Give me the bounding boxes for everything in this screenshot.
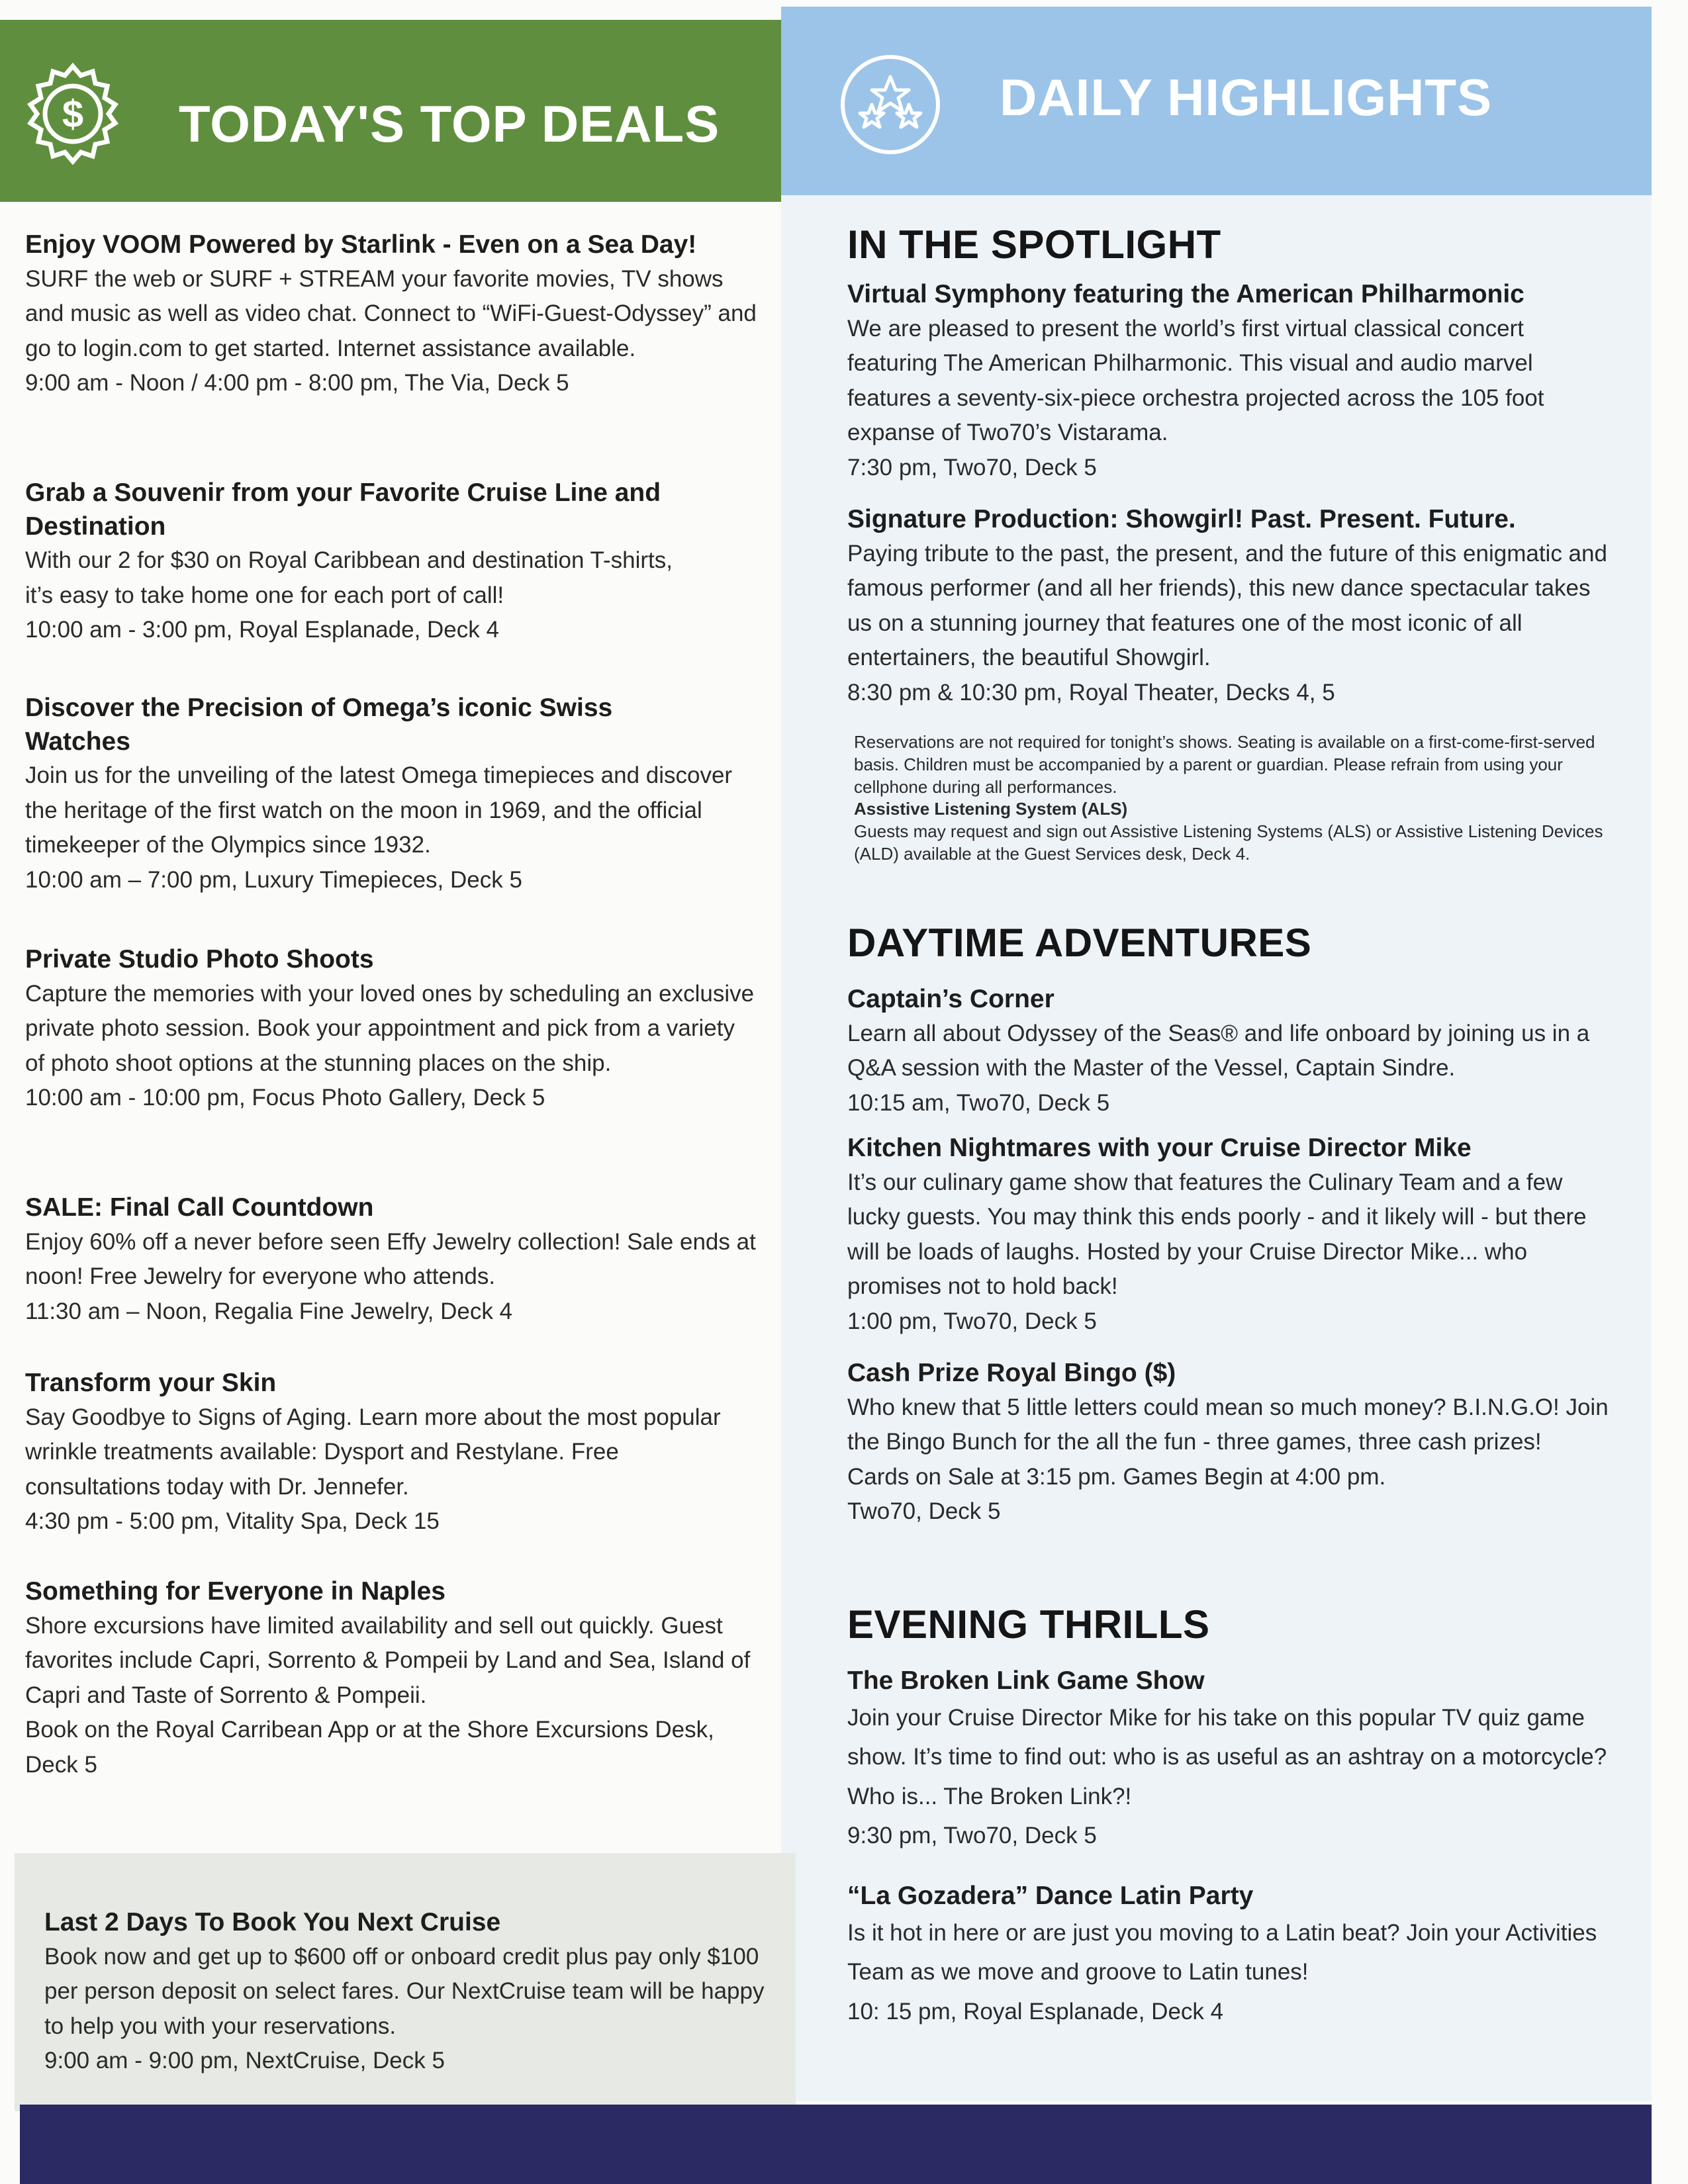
event-time: 8:30 pm & 10:30 pm, Royal Theater, Decks 4, 5 xyxy=(847,679,1335,705)
deal-body: Capture the memories with your loved ones by scheduling an exclusive private photo session. Book your appointment and pick from a variety of photo shoot options at the stunning places on the ship. xyxy=(25,980,755,1076)
deal-title: SALE: Final Call Countdown xyxy=(25,1193,374,1222)
event-body: Learn all about Odyssey of the Seas® and life onboard by joining us in a Q&A session with the Master of the Vessel, Captain Sindre. xyxy=(847,1020,1590,1081)
daytime-heading: DAYTIME ADVENTURES xyxy=(847,921,1312,965)
deal-time: 9:00 am - Noon / 4:00 pm - 8:00 pm, The Via, Deck 5 xyxy=(25,370,569,396)
als-text: Guests may request and sign out Assistive Listening Systems (ALS) or Assistive Listening Devices (ALD) available at the Guest Services desk, Deck 4. xyxy=(854,821,1603,864)
promo-item xyxy=(44,1906,773,2079)
daily-highlights-title: DAILY HIGHLIGHTS xyxy=(1000,68,1493,126)
event-body: Is it hot in here or are just you moving to a Latin beat? Join your Activities Team as we move and groove to Latin tunes! xyxy=(847,1919,1597,1985)
deal-body: Enjoy 60% off a never before seen Effy Jewelry collection! Sale ends at noon! Free Jewelry for everyone who attends. xyxy=(25,1228,756,1290)
deal-item xyxy=(25,692,760,897)
notice-text: Reservations are not required for tonight’s shows. Seating is available on a first-come-first-served basis. Children must be accompanied by a parent or guardian. Please refrain from using your cellphone during all performances. xyxy=(854,732,1595,797)
event-title: Kitchen Nightmares with your Cruise Director Mike xyxy=(847,1134,1472,1162)
evening-heading: EVENING THRILLS xyxy=(847,1602,1210,1647)
deal-body: Join us for the unveiling of the latest Omega timepieces and discover the heritage of the first watch on the moon in 1969, and the official timekeeper of the Olympics since 1932. xyxy=(25,762,733,858)
promo-title: Last 2 Days To Book You Next Cruise xyxy=(44,1908,501,1936)
event-time: 7:30 pm, Two70, Deck 5 xyxy=(847,454,1097,480)
spotlight-item xyxy=(847,503,1615,710)
deal-time: 10:00 am - 10:00 pm, Focus Photo Gallery, Deck 5 xyxy=(25,1085,545,1111)
deal-body: Shore excursions have limited availability and sell out quickly. Guest favorites include Capri, Sorrento & Pompeii by Land and Sea, Island of Capri and Taste of Sorrento & Pompeii. xyxy=(25,1612,751,1708)
top-deals-title: TODAY'S TOP DEALS xyxy=(179,95,720,153)
spotlight-heading: IN THE SPOTLIGHT xyxy=(847,222,1221,267)
event-title: Captain’s Corner xyxy=(847,985,1055,1013)
deal-time: 4:30 pm - 5:00 pm, Vitality Spa, Deck 15 xyxy=(25,1508,440,1535)
event-title: The Broken Link Game Show xyxy=(847,1666,1205,1695)
event-title: Virtual Symphony featuring the American Philharmonic xyxy=(847,280,1524,308)
deal-title: Discover the Precision of Omega’s iconic Swiss Watches xyxy=(25,694,613,756)
daytime-item xyxy=(847,1132,1615,1339)
deal-item xyxy=(25,1191,760,1329)
promo-time: 9:00 am - 9:00 pm, NextCruise, Deck 5 xyxy=(44,2048,445,2074)
show-notice xyxy=(854,731,1615,866)
event-body: We are pleased to present the world’s first virtual classical concert featuring The American Philharmonic. This visual and audio marvel features a seventy-six-piece orchestra projected across the 105 foot expanse of Two70’s Vistarama. xyxy=(847,315,1544,446)
stars-icon xyxy=(837,52,943,158)
deal-title: Grab a Souvenir from your Favorite Cruise Line and Destination xyxy=(25,478,661,541)
event-time: 10: 15 pm, Royal Esplanade, Deck 4 xyxy=(847,1998,1224,2025)
evening-item xyxy=(847,1880,1615,2031)
svg-text:$: $ xyxy=(62,93,84,136)
event-body: Join your Cruise Director Mike for his take on this popular TV quiz game show. It’s time to find out: who is as useful as an ashtray on a motorcycle? Who is... The Broken Link?! xyxy=(847,1704,1607,1809)
deal-time: Book on the Royal Carribean App or at the Shore Excursions Desk, Deck 5 xyxy=(25,1717,714,1778)
deal-time: 11:30 am – Noon, Regalia Fine Jewelry, Deck 4 xyxy=(25,1298,513,1324)
event-title: Signature Production: Showgirl! Past. Present. Future. xyxy=(847,505,1516,533)
deal-body: Say Goodbye to Signs of Aging. Learn more about the most popular wrinkle treatments available: Dysport and Restylane. Free consultations today with Dr. Jennefer. xyxy=(25,1404,721,1500)
deal-body: SURF the web or SURF + STREAM your favorite movies, TV shows and music as well as video chat. Connect to “WiFi-Guest-Odyssey” and go to login.com to get started. Internet assistance available. xyxy=(25,265,757,361)
top-deals-header xyxy=(0,20,781,202)
spotlight-item xyxy=(847,278,1615,485)
footer-bar xyxy=(20,2105,1652,2184)
deal-item xyxy=(25,1367,760,1539)
event-time: 9:30 pm, Two70, Deck 5 xyxy=(847,1823,1097,1849)
deal-body: With our 2 for $30 on Royal Caribbean and destination T-shirts, it’s easy to take home one for each port of call! xyxy=(25,547,673,608)
event-time: 10:15 am, Two70, Deck 5 xyxy=(847,1089,1110,1116)
event-title: Cash Prize Royal Bingo ($) xyxy=(847,1359,1176,1387)
daily-highlights-header xyxy=(781,7,1652,195)
next-cruise-promo xyxy=(15,1853,796,2111)
event-body: Who knew that 5 little letters could mean so much money? B.I.N.G.O! Join the Bingo Bunch for the all the fun - three games, three cash prizes! xyxy=(847,1394,1609,1455)
daytime-item xyxy=(847,1357,1615,1529)
deal-item xyxy=(25,228,760,401)
deal-time: 10:00 am – 7:00 pm, Luxury Timepieces, Deck 5 xyxy=(25,866,522,893)
deal-item xyxy=(25,477,760,648)
deal-title: Transform your Skin xyxy=(25,1369,277,1397)
deal-title: Private Studio Photo Shoots xyxy=(25,945,374,974)
dollar-badge-icon xyxy=(20,61,126,167)
evening-item xyxy=(847,1664,1615,1856)
als-title: Assistive Listening System (ALS) xyxy=(854,799,1128,819)
event-title: “La Gozadera” Dance Latin Party xyxy=(847,1882,1254,1910)
event-body: Paying tribute to the past, the present, and the future of this enigmatic and famous performer (and all her friends), this new dance spectacular takes us on a stunning journey that features one of the most iconic of all entertainers, the beautiful Showgirl. xyxy=(847,540,1607,671)
event-place: Two70, Deck 5 xyxy=(847,1498,1001,1525)
deal-item xyxy=(25,1575,760,1782)
deal-item xyxy=(25,943,760,1116)
promo-body: Book now and get up to $600 off or onboard credit plus pay only $100 per person deposit on select fares. Our NextCruise team will be happy to help you with your reservations. xyxy=(44,1943,765,2039)
deal-title: Something for Everyone in Naples xyxy=(25,1577,445,1606)
deal-time: 10:00 am - 3:00 pm, Royal Esplanade, Deck 4 xyxy=(25,617,499,643)
deal-title: Enjoy VOOM Powered by Starlink - Even on a Sea Day! xyxy=(25,230,697,259)
event-time: Cards on Sale at 3:15 pm. Games Begin at 4:00 pm. xyxy=(847,1463,1386,1490)
daytime-item xyxy=(847,983,1615,1120)
event-body: It’s our culinary game show that features the Culinary Team and a few lucky guests. You may think this ends poorly - and it likely will - but there will be loads of laughs. Hosted by your Cruise Director Mike... who promises not to hold back! xyxy=(847,1169,1587,1300)
event-time: 1:00 pm, Two70, Deck 5 xyxy=(847,1308,1097,1334)
